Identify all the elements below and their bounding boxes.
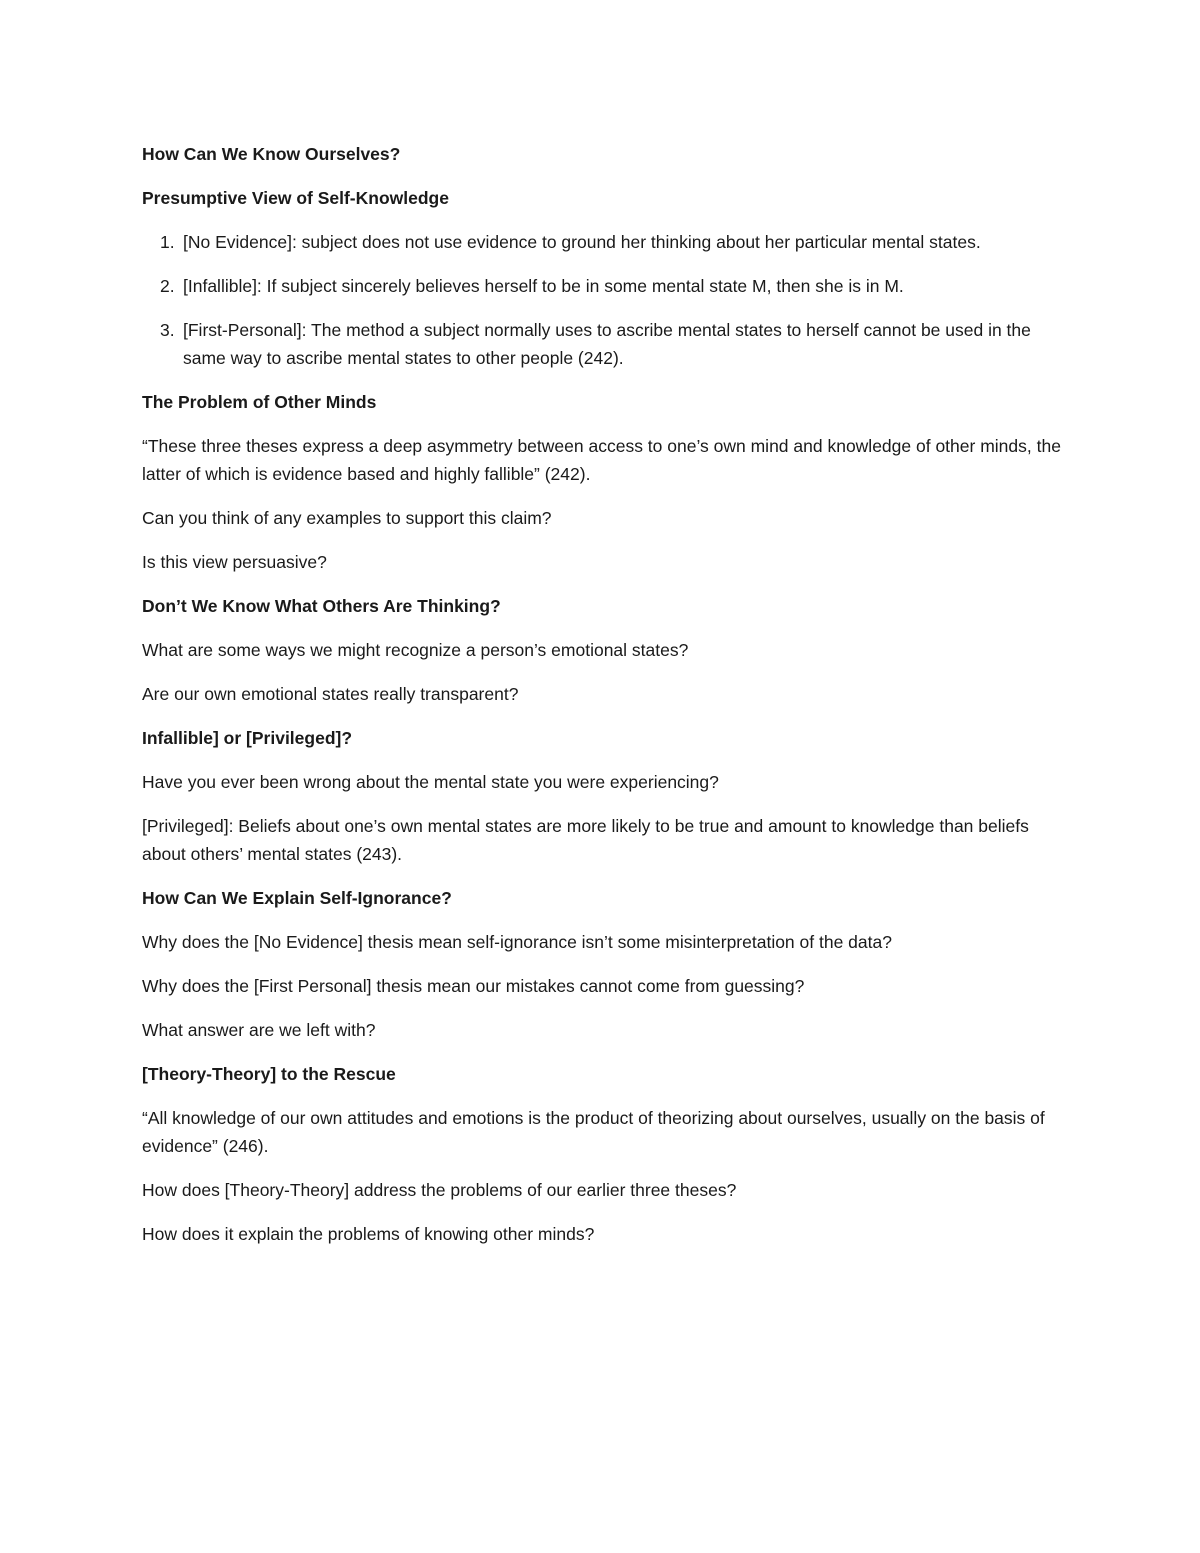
list-number: 2.: [160, 276, 175, 296]
section-heading-presumptive-view: Presumptive View of Self-Knowledge: [142, 188, 449, 208]
list-item-text: [Infallible]: If subject sincerely believes herself to be in some mental state M, then she is in M.: [183, 276, 904, 296]
thesis-item-first-personal: [142, 316, 1062, 372]
definition-paragraph: [Privileged]: Beliefs about one’s own mental states are more likely to be true and amount to knowledge than beliefs about others’ mental states (243).: [142, 816, 1029, 864]
question-paragraph: How does it explain the problems of knowing other minds?: [142, 1224, 595, 1244]
question-paragraph: Why does the [First Personal] thesis mean our mistakes cannot come from guessing?: [142, 976, 805, 996]
document-page: [142, 140, 1062, 1264]
list-number: 1.: [160, 232, 175, 252]
section-heading-infallible-privileged: Infallible] or [Privileged]?: [142, 728, 353, 748]
question-paragraph: How does [Theory-Theory] address the problems of our earlier three theses?: [142, 1180, 737, 1200]
list-number: 3.: [160, 320, 175, 340]
section-heading-other-minds: The Problem of Other Minds: [142, 392, 377, 412]
section-heading-others-thinking: Don’t We Know What Others Are Thinking?: [142, 596, 501, 616]
thesis-item-no-evidence: [142, 228, 1062, 256]
section-heading-self-ignorance: How Can We Explain Self-Ignorance?: [142, 888, 452, 908]
quote-paragraph: “These three theses express a deep asymmetry between access to one’s own mind and knowledge of other minds, the latter of which is evidence based and highly fallible” (242).: [142, 436, 1061, 484]
question-paragraph: Are our own emotional states really transparent?: [142, 684, 519, 704]
question-paragraph: Can you think of any examples to support this claim?: [142, 508, 552, 528]
question-paragraph: Why does the [No Evidence] thesis mean self-ignorance isn’t some misinterpretation of the data?: [142, 932, 892, 952]
thesis-item-infallible: [142, 272, 1062, 300]
question-paragraph: What are some ways we might recognize a person’s emotional states?: [142, 640, 689, 660]
question-paragraph: Is this view persuasive?: [142, 552, 327, 572]
document-title: How Can We Know Ourselves?: [142, 144, 401, 164]
list-item-text: [No Evidence]: subject does not use evidence to ground her thinking about her particular mental states.: [183, 232, 981, 252]
question-paragraph: What answer are we left with?: [142, 1020, 376, 1040]
list-item-text: [First-Personal]: The method a subject normally uses to ascribe mental states to herself cannot be used in the same way to ascribe mental states to other people (242).: [183, 320, 1031, 368]
quote-paragraph: “All knowledge of our own attitudes and emotions is the product of theorizing about ourselves, usually on the basis of evidence” (246).: [142, 1108, 1045, 1156]
question-paragraph: Have you ever been wrong about the mental state you were experiencing?: [142, 772, 719, 792]
section-heading-theory-theory: [Theory-Theory] to the Rescue: [142, 1064, 396, 1084]
thesis-list: [142, 228, 1062, 372]
